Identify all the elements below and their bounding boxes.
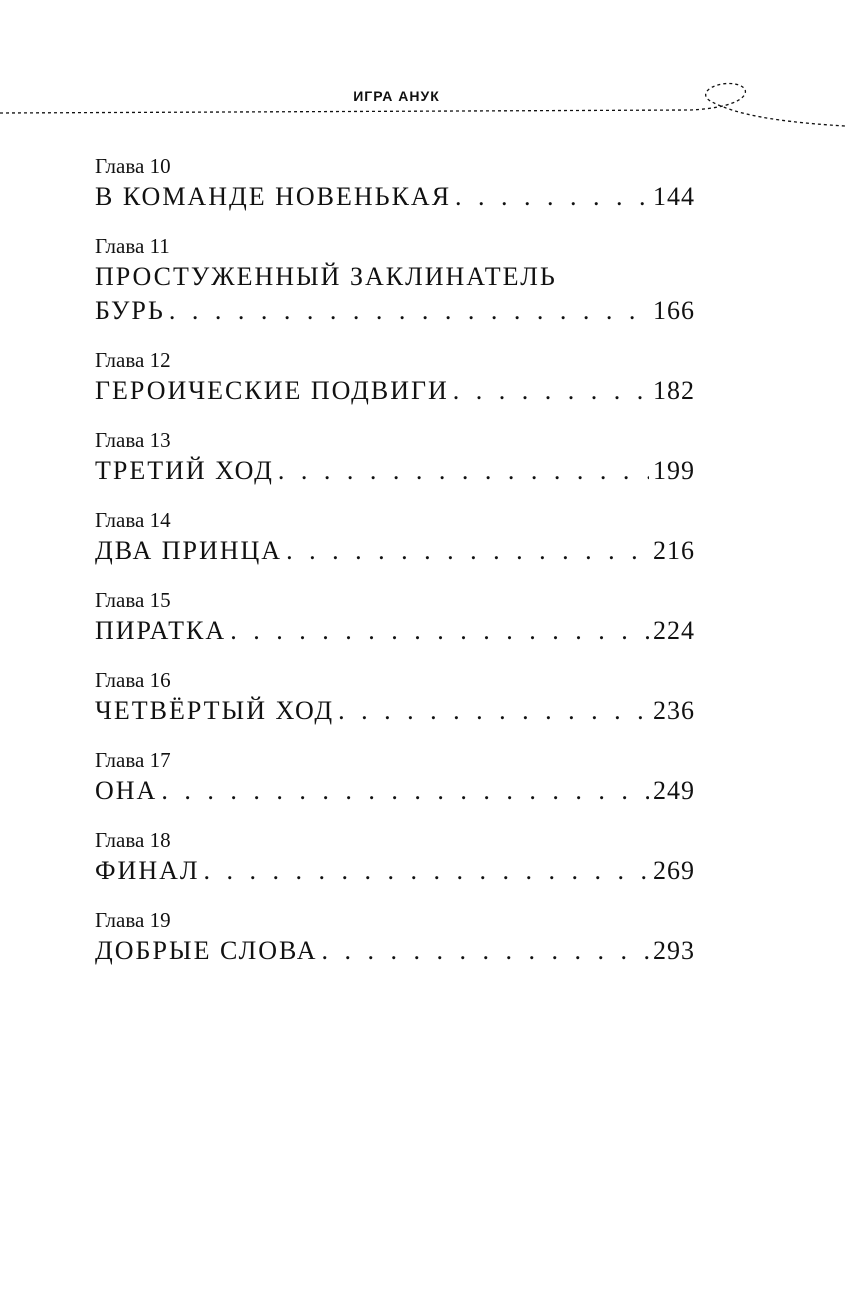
toc-line [95,294,695,328]
page-number: 166 [653,296,695,325]
toc-entry [95,346,695,408]
dot-leader [453,374,649,408]
toc-line [95,774,695,808]
toc-entry [95,426,695,488]
chapter-title-line1: ПРОСТУЖЕННЫЙ ЗАКЛИНАТЕЛЬ [95,262,557,291]
page-number: 293 [653,936,695,965]
toc-entry [95,826,695,888]
chapter-title: ДВА ПРИНЦА [95,536,283,565]
toc-line [95,180,695,214]
dot-leader [322,934,649,968]
dot-leader [278,454,649,488]
toc-line [95,374,695,408]
running-header-title: ИГРА АНУК [353,88,440,104]
dashed-swirl-decoration [0,76,845,136]
page-number: 182 [653,376,695,405]
page-number: 216 [653,536,695,565]
toc-entry [95,506,695,568]
page-number: 249 [653,776,695,805]
chapter-title: В КОМАНДЕ НОВЕНЬКАЯ [95,182,452,211]
chapter-label: Глава 12 [95,348,171,372]
chapter-title: ПИРАТКА [95,616,227,645]
chapter-label: Глава 11 [95,234,170,258]
chapter-label: Глава 15 [95,588,171,612]
chapter-title: ГЕРОИЧЕСКИЕ ПОДВИГИ [95,376,449,405]
page-number: 224 [653,616,695,645]
chapter-title: ЧЕТВЁРТЫЙ ХОД [95,696,335,725]
dot-leader [286,534,649,568]
chapter-label: Глава 13 [95,428,171,452]
toc-entry [95,746,695,808]
dot-leader [204,854,649,888]
toc-line [95,614,695,648]
chapter-label: Глава 17 [95,748,171,772]
page-number: 269 [653,856,695,885]
dot-leader [230,614,649,648]
chapter-title: БУРЬ [95,296,165,325]
table-of-contents [95,152,695,986]
chapter-title: ФИНАЛ [95,856,200,885]
toc-entry [95,152,695,214]
chapter-label: Глава 10 [95,154,171,178]
chapter-label: Глава 14 [95,508,171,532]
toc-entry [95,666,695,728]
chapter-title: ОНА [95,776,158,805]
chapter-label: Глава 19 [95,908,171,932]
dot-leader [455,180,649,214]
chapter-title: ДОБРЫЕ СЛОВА [95,936,318,965]
page-number: 144 [653,182,695,211]
toc-entry [95,586,695,648]
toc-line [95,694,695,728]
chapter-label: Глава 16 [95,668,171,692]
dot-leader [169,294,649,328]
page-number: 236 [653,696,695,725]
toc-line [95,854,695,888]
chapter-label: Глава 18 [95,828,171,852]
toc-line [95,934,695,968]
dot-leader [338,694,649,728]
page-number: 199 [653,456,695,485]
dot-leader [161,774,649,808]
toc-entry [95,906,695,968]
toc-entry [95,232,695,328]
toc-line [95,454,695,488]
toc-line [95,534,695,568]
chapter-title: ТРЕТИЙ ХОД [95,456,274,485]
